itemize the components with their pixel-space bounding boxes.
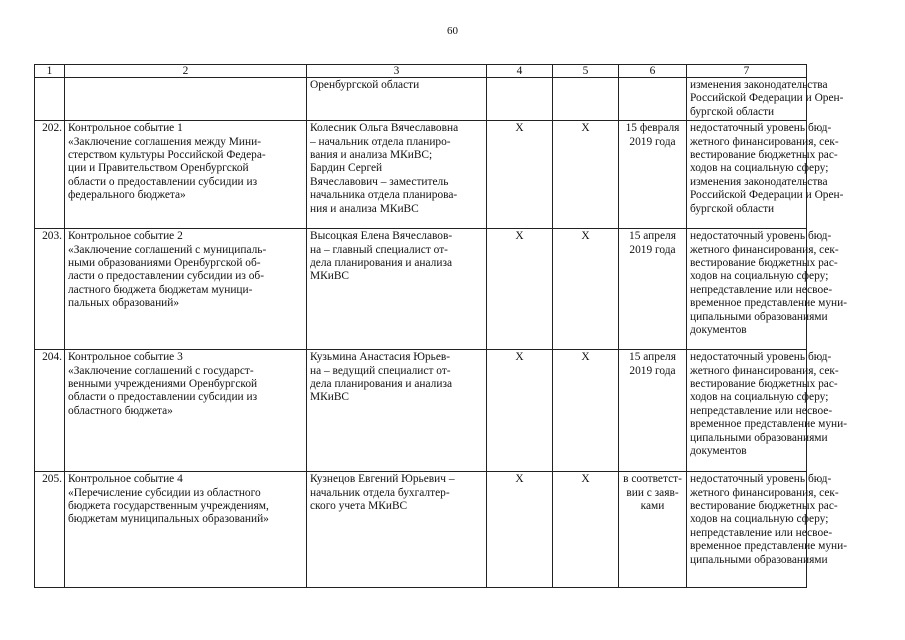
date-cell xyxy=(619,350,687,472)
responsible-line: на – ведущий специалист от- xyxy=(310,364,451,377)
risks-line: Российской Федерации и Орен- xyxy=(690,92,844,105)
responsible-line: дела планирования и анализа xyxy=(310,378,453,391)
risks-cell xyxy=(687,229,847,350)
page-number: 60 xyxy=(447,25,458,37)
risks-line: ходов на социальную сферу; xyxy=(690,162,829,175)
risks-line: недостаточный уровень бюд- xyxy=(690,122,832,135)
risks-line: недостаточный уровень бюд- xyxy=(690,473,832,486)
row-number-cell: 202. xyxy=(35,121,65,229)
responsible-line: ского учета МКиВС xyxy=(310,500,408,513)
col5-mark-cell: X xyxy=(553,121,619,229)
col5-mark-cell: X xyxy=(553,472,619,588)
event-line: ными образованиями Оренбургской об- xyxy=(68,257,261,270)
risks-line: вестирование бюджетных рас- xyxy=(690,149,838,162)
responsible-line: Вячеславович – заместитель xyxy=(310,175,449,188)
responsible-line: ния и анализа МКиВС xyxy=(310,202,419,215)
responsible-line: на – главный специалист от- xyxy=(310,243,448,256)
event-line: Контрольное событие 3 xyxy=(68,351,183,364)
responsible-line: начальника отдела планирова- xyxy=(310,189,458,202)
header-cell: 4 xyxy=(487,65,553,78)
responsible-line: МКиВС xyxy=(310,270,350,283)
event-line: ции и Правительством Оренбургской xyxy=(68,162,249,175)
responsible-line: Оренбургской области xyxy=(310,79,420,91)
risks-cell xyxy=(687,121,844,229)
responsible-line: Кузнецов Евгений Юрьевич – xyxy=(310,473,455,486)
responsible-line: Бардин Сергей xyxy=(310,162,383,175)
risks-line: недостаточный уровень бюд- xyxy=(690,230,832,243)
date-line: 15 февраля xyxy=(625,122,680,135)
event-line: венными учреждениями Оренбургской xyxy=(68,378,258,391)
risks-line: временное представление муни- xyxy=(690,418,847,431)
risks-line: недостаточный уровень бюд- xyxy=(690,351,832,364)
date-cell xyxy=(619,78,687,121)
date-line: 2019 года xyxy=(629,364,676,377)
risks-line: документов xyxy=(690,445,747,458)
responsible-line: Кузьмина Анастасия Юрьев- xyxy=(310,351,451,364)
risks-line: непредставление или несвое- xyxy=(690,526,833,539)
date-line: 2019 года xyxy=(629,243,676,256)
risks-cell xyxy=(687,472,847,588)
event-line: бюджета государственным учреждениям, xyxy=(68,500,269,513)
event-cell xyxy=(65,78,307,121)
header-cell: 3 xyxy=(307,65,487,78)
risks-line: изменения законодательства xyxy=(690,175,828,188)
risks-line: жетного финансирования, сек- xyxy=(690,243,839,256)
row-number-cell xyxy=(35,78,65,121)
risks-line: вестирование бюджетных рас- xyxy=(690,500,838,513)
risks-line: ходов на социальную сферу; xyxy=(690,391,829,404)
event-line: ластного бюджета бюджетам муници- xyxy=(68,283,253,296)
date-cell xyxy=(619,121,687,229)
event-line: «Заключение соглашения между Мини- xyxy=(68,135,262,148)
responsible-cell xyxy=(307,121,487,229)
risks-line: жетного финансирования, сек- xyxy=(690,364,839,377)
risks-line: непредставление или несвое- xyxy=(690,404,833,417)
responsible-line: Высоцкая Елена Вячеславов- xyxy=(310,230,453,243)
event-line: «Заключение соглашений с государст- xyxy=(68,364,254,377)
responsible-line: вания и анализа МКиВС; xyxy=(310,149,433,162)
responsible-line: – начальник отдела планиро- xyxy=(310,135,451,148)
header-cell: 7 xyxy=(687,65,807,78)
col4-mark-cell: X xyxy=(487,121,553,229)
responsible-cell xyxy=(307,472,487,588)
header-row xyxy=(35,65,807,78)
risks-line: ходов на социальную сферу; xyxy=(690,270,829,283)
date-line: в соответст- xyxy=(623,473,682,486)
event-line: Контрольное событие 4 xyxy=(68,473,183,486)
responsible-line: начальник отдела бухгалтер- xyxy=(310,486,450,499)
event-line: области о предоставлении субсидии из xyxy=(68,391,258,404)
risks-line: жетного финансирования, сек- xyxy=(690,135,839,148)
header-cell: 1 xyxy=(35,65,65,78)
header-cell: 6 xyxy=(619,65,687,78)
table-row xyxy=(35,350,807,472)
col5-mark-cell: X xyxy=(553,229,619,350)
responsible-cell xyxy=(307,229,487,350)
risks-line: вестирование бюджетных рас- xyxy=(690,257,838,270)
risks-line: временное представление муни- xyxy=(690,540,847,553)
col5-mark-cell xyxy=(553,78,619,121)
risks-line: вестирование бюджетных рас- xyxy=(690,378,838,391)
event-line: бюджетам муниципальных образований» xyxy=(68,513,269,526)
responsible-cell xyxy=(307,78,487,121)
risks-line: ципальными образованиями xyxy=(690,431,828,444)
event-line: областного бюджета» xyxy=(68,404,173,417)
date-cell xyxy=(619,472,687,588)
event-line: «Заключение соглашений с муниципаль- xyxy=(68,243,267,256)
col5-mark-cell: X xyxy=(553,350,619,472)
risks-line: изменения законодательства xyxy=(690,79,828,91)
header-cell: 5 xyxy=(553,65,619,78)
risks-line: жетного финансирования, сек- xyxy=(690,486,839,499)
event-line: федерального бюджета» xyxy=(68,189,186,202)
row-number-cell: 205. xyxy=(35,472,65,588)
risks-cell xyxy=(687,78,844,121)
col4-mark-cell: X xyxy=(487,229,553,350)
risks-line: ходов на социальную сферу; xyxy=(690,513,829,526)
responsible-line: МКиВС xyxy=(310,391,350,404)
risks-line: Российской Федерации и Орен- xyxy=(690,189,844,202)
responsible-line: дела планирования и анализа xyxy=(310,257,453,270)
risks-line: бургской области xyxy=(690,105,775,118)
event-cell xyxy=(65,121,307,229)
date-line: ками xyxy=(640,500,665,513)
responsible-line: Колесник Ольга Вячеславовна xyxy=(310,122,459,135)
event-line: ласти о предоставлении субсидии из об- xyxy=(68,270,265,283)
header-cell: 2 xyxy=(65,65,307,78)
event-line: Контрольное событие 2 xyxy=(68,230,183,243)
control-events-table xyxy=(34,64,847,588)
date-line: 2019 года xyxy=(629,135,676,148)
event-cell xyxy=(65,472,307,588)
risks-line: непредставление или несвое- xyxy=(690,283,833,296)
date-cell xyxy=(619,229,687,350)
event-line: пальных образований» xyxy=(68,297,180,310)
row-number-cell: 204. xyxy=(35,350,65,472)
event-line: «Перечисление субсидии из областного xyxy=(68,486,261,499)
date-line: 15 апреля xyxy=(629,351,676,364)
risks-cell xyxy=(687,350,847,472)
date-line: 15 апреля xyxy=(629,230,676,243)
table-row xyxy=(35,472,807,588)
event-line: области о предоставлении субсидии из xyxy=(68,175,258,188)
event-line: стерством культуры Российской Федера- xyxy=(68,149,266,162)
risks-line: бургской области xyxy=(690,202,775,215)
col4-mark-cell xyxy=(487,78,553,121)
risks-line: документов xyxy=(690,324,747,337)
event-line: Контрольное событие 1 xyxy=(68,122,183,135)
table-row xyxy=(35,229,807,350)
col4-mark-cell: X xyxy=(487,350,553,472)
col4-mark-cell: X xyxy=(487,472,553,588)
risks-line: временное представление муни- xyxy=(690,297,847,310)
date-line: вии с заяв- xyxy=(626,486,679,499)
row-number-cell: 203. xyxy=(35,229,65,350)
risks-line: ципальными образованиями xyxy=(690,310,828,323)
table-row xyxy=(35,121,807,229)
table-row xyxy=(35,78,807,121)
event-cell xyxy=(65,350,307,472)
risks-line: ципальными образованиями xyxy=(690,553,828,566)
responsible-cell xyxy=(307,350,487,472)
event-cell xyxy=(65,229,307,350)
